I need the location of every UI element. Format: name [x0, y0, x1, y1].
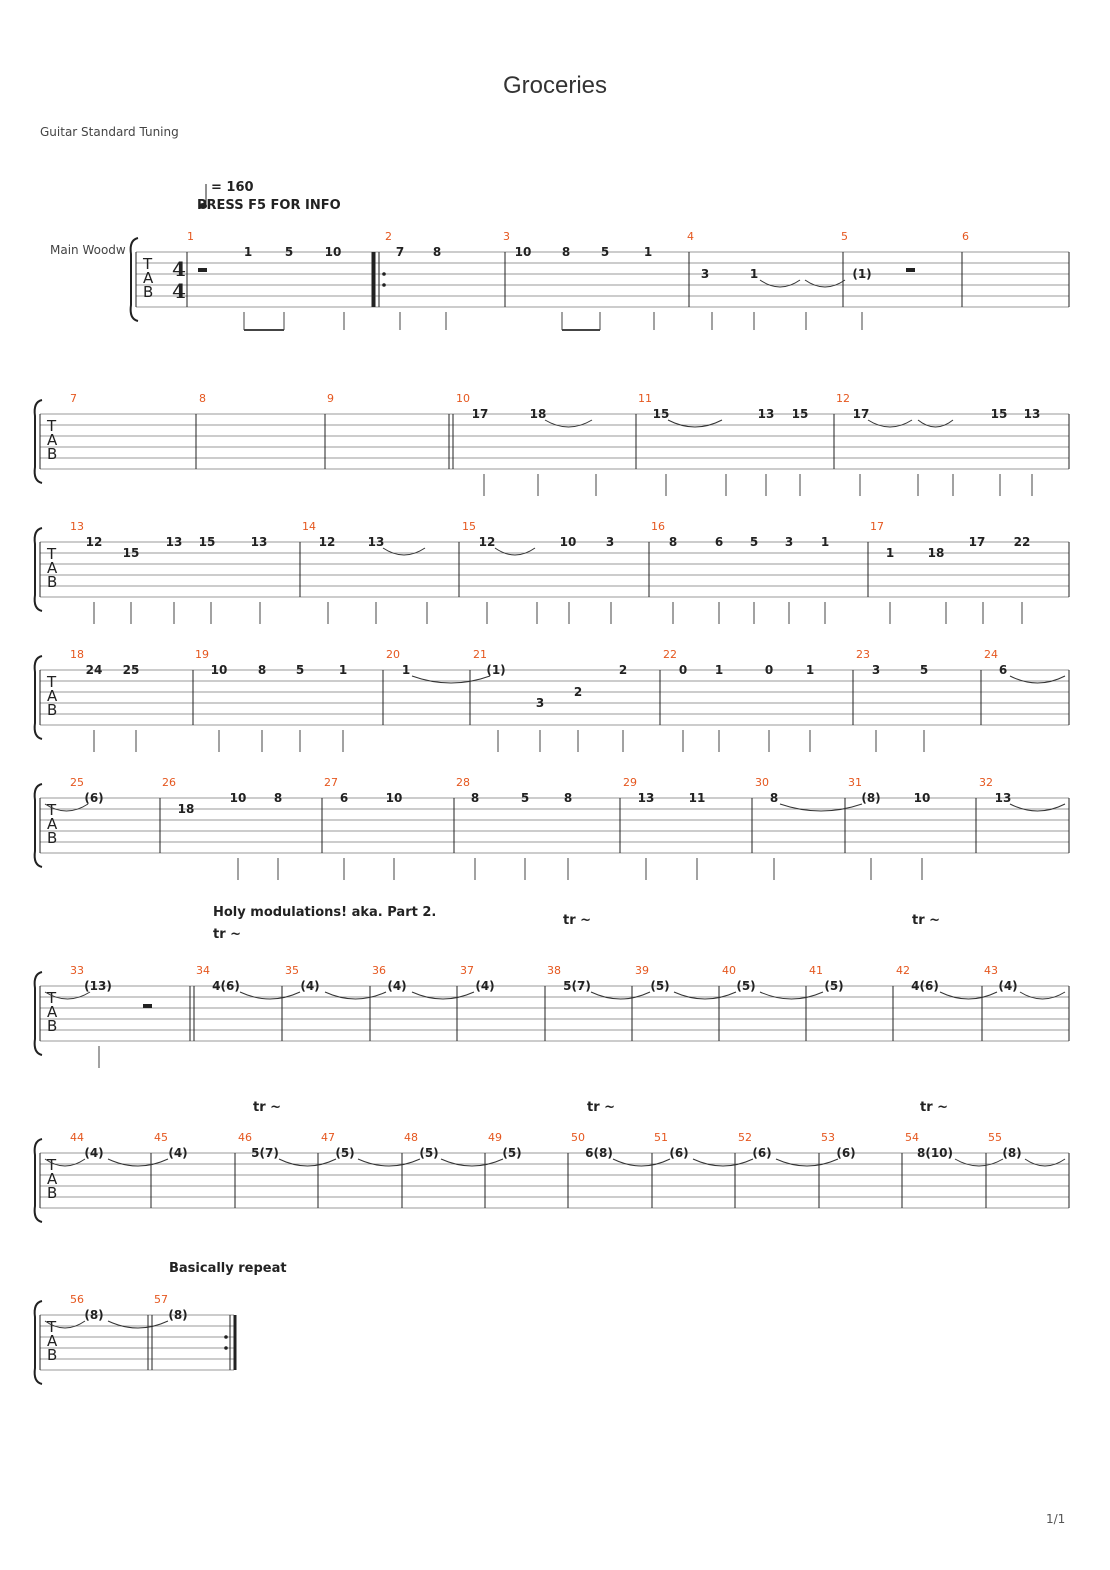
fret-number: 3 — [700, 267, 710, 281]
fret-number: 10 — [324, 245, 342, 259]
measure-number: 8 — [199, 392, 206, 405]
measure-number: 52 — [738, 1131, 752, 1144]
tie-arc — [1025, 1159, 1065, 1166]
tie-arc — [412, 676, 490, 683]
fret-number: (5) — [502, 1146, 522, 1160]
fret-number: (4) — [168, 1146, 188, 1160]
measure-number: 18 — [70, 648, 84, 661]
tie-arc — [495, 548, 535, 555]
measure-number: 27 — [324, 776, 338, 789]
fret-number: (6) — [752, 1146, 772, 1160]
tab-clef-letter: B — [47, 445, 58, 463]
fret-number: (4) — [84, 1146, 104, 1160]
measure-number: 19 — [195, 648, 209, 661]
fret-number: 11 — [688, 791, 706, 805]
measure-number: 28 — [456, 776, 470, 789]
fret-number: 10 — [229, 791, 247, 805]
measure-number: 15 — [462, 520, 476, 533]
fret-number: 10 — [559, 535, 577, 549]
measure-number: 53 — [821, 1131, 835, 1144]
fret-number: 5 — [749, 535, 759, 549]
fret-number: (8) — [1002, 1146, 1022, 1160]
track-name: Main Woodw — [50, 243, 126, 257]
fret-number: 8 — [273, 791, 283, 805]
fret-number: 15 — [652, 407, 670, 421]
measure-number: 22 — [663, 648, 677, 661]
tuning-label: Guitar Standard Tuning — [40, 125, 179, 139]
tie-arc — [613, 1159, 670, 1166]
measure-number: 48 — [404, 1131, 418, 1144]
fret-number: 18 — [927, 546, 945, 560]
tie-arc — [760, 280, 800, 287]
fret-number: 15 — [791, 407, 809, 421]
measure-number: 41 — [809, 964, 823, 977]
measure-number: 30 — [755, 776, 769, 789]
fret-number: (1) — [852, 267, 872, 281]
measure-number: 54 — [905, 1131, 919, 1144]
fret-number: (13) — [84, 979, 112, 993]
measure-number: 56 — [70, 1293, 84, 1306]
tie-arc — [325, 992, 386, 999]
fret-number: 2 — [618, 663, 628, 677]
fret-number: 5 — [520, 791, 530, 805]
time-signature-bottom: 4 — [172, 279, 186, 303]
tie-arc — [780, 804, 862, 811]
fret-number: 5 — [295, 663, 305, 677]
fret-number: 12 — [318, 535, 336, 549]
fret-number: (1) — [486, 663, 506, 677]
tab-clef-letter: A — [47, 1003, 58, 1021]
measure-number: 44 — [70, 1131, 84, 1144]
fret-number: (5) — [650, 979, 670, 993]
fret-number: 4(6) — [911, 979, 939, 993]
tab-clef-letter: A — [47, 431, 58, 449]
measure-number: 43 — [984, 964, 998, 977]
measure-number: 24 — [984, 648, 998, 661]
measure-number: 50 — [571, 1131, 585, 1144]
fret-number: (4) — [387, 979, 407, 993]
fret-number: 0 — [764, 663, 774, 677]
tie-arc — [693, 1159, 753, 1166]
measure-number: 25 — [70, 776, 84, 789]
fret-number: (8) — [861, 791, 881, 805]
tab-clef-letter: B — [47, 1184, 58, 1202]
fret-number: 25 — [122, 663, 140, 677]
measure-number: 55 — [988, 1131, 1002, 1144]
measure-number: 23 — [856, 648, 870, 661]
time-signature-top: 4 — [172, 257, 186, 281]
measure-number: 9 — [327, 392, 334, 405]
trill-wave-icon: ~ — [929, 913, 941, 928]
tie-arc — [240, 992, 300, 999]
tab-clef-letter: B — [47, 701, 58, 719]
fret-number: 13 — [250, 535, 268, 549]
trill-label: tr — [912, 913, 925, 928]
fret-number: 12 — [85, 535, 103, 549]
tab-clef-letter: A — [47, 815, 58, 833]
fret-number: 15 — [198, 535, 216, 549]
fret-number: (5) — [335, 1146, 355, 1160]
measure-number: 37 — [460, 964, 474, 977]
tie-arc — [668, 420, 722, 427]
measure-number: 33 — [70, 964, 84, 977]
system-bracket — [35, 528, 42, 611]
measure-number: 46 — [238, 1131, 252, 1144]
trill-wave-icon: ~ — [604, 1100, 616, 1115]
fret-number: 6 — [998, 663, 1008, 677]
annotation-repeat: Basically repeat — [169, 1261, 287, 1276]
trill-wave-icon: ~ — [580, 913, 592, 928]
tab-clef-letter: T — [47, 545, 57, 563]
system-bracket — [35, 656, 42, 739]
tempo-marking: = 160 — [211, 180, 254, 195]
fret-number: 13 — [165, 535, 183, 549]
measure-number: 47 — [321, 1131, 335, 1144]
song-title: Groceries — [502, 72, 608, 99]
half-rest — [143, 1004, 152, 1008]
fret-number: 1 — [805, 663, 815, 677]
fret-number: 2 — [573, 685, 583, 699]
fret-number: 5 — [600, 245, 610, 259]
fret-number: 3 — [871, 663, 881, 677]
measure-number: 2 — [385, 230, 392, 243]
fret-number: 24 — [85, 663, 103, 677]
tab-clef-letter: T — [47, 801, 57, 819]
tie-arc — [776, 1159, 838, 1166]
system-bracket — [35, 1139, 42, 1222]
fret-number: (4) — [998, 979, 1018, 993]
measure-number: 3 — [503, 230, 510, 243]
tab-clef-letter: T — [47, 1318, 57, 1336]
fret-number: 6 — [714, 535, 724, 549]
trill-wave-icon: ~ — [270, 1100, 282, 1115]
fret-number: 8 — [668, 535, 678, 549]
fret-number: 1 — [401, 663, 411, 677]
fret-number: 13 — [1023, 407, 1041, 421]
annotation-part2: Holy modulations! aka. Part 2. — [213, 905, 437, 920]
fret-number: 15 — [990, 407, 1008, 421]
fret-number: 3 — [784, 535, 794, 549]
measure-number: 57 — [154, 1293, 168, 1306]
half-rest — [906, 268, 915, 272]
tab-clef-letter: A — [47, 1170, 58, 1188]
fret-number: 8 — [257, 663, 267, 677]
fret-number: 5 — [919, 663, 929, 677]
measure-number: 26 — [162, 776, 176, 789]
tie-arc — [441, 1159, 503, 1166]
trill-wave-icon: ~ — [937, 1100, 949, 1115]
fret-number: (6) — [669, 1146, 689, 1160]
fret-number: 10 — [514, 245, 532, 259]
fret-number: 10 — [210, 663, 228, 677]
fret-number: 18 — [177, 802, 195, 816]
fret-number: 1 — [643, 245, 653, 259]
measure-number: 5 — [841, 230, 848, 243]
measure-number: 20 — [386, 648, 400, 661]
tie-arc — [545, 420, 592, 427]
trill-label: tr — [563, 913, 576, 928]
fret-number: 22 — [1013, 535, 1031, 549]
tie-arc — [108, 1321, 168, 1328]
fret-number: 1 — [714, 663, 724, 677]
fret-number: 17 — [968, 535, 986, 549]
measure-number: 29 — [623, 776, 637, 789]
tab-clef-letter: T — [143, 255, 153, 273]
tie-arc — [760, 992, 823, 999]
measure-number: 16 — [651, 520, 665, 533]
fret-number: 5(7) — [563, 979, 591, 993]
fret-number: 8 — [563, 791, 573, 805]
tie-arc — [1020, 992, 1065, 999]
fret-number: 17 — [852, 407, 870, 421]
fret-number: 3 — [605, 535, 615, 549]
tie-arc — [940, 992, 997, 999]
tie-arc — [279, 1159, 336, 1166]
measure-number: 10 — [456, 392, 470, 405]
trill-label: tr — [587, 1100, 600, 1115]
measure-number: 1 — [187, 230, 194, 243]
fret-number: 13 — [637, 791, 655, 805]
fret-number: (5) — [419, 1146, 439, 1160]
fret-number: 6(8) — [585, 1146, 613, 1160]
fret-number: 17 — [471, 407, 489, 421]
measure-number: 4 — [687, 230, 694, 243]
measure-number: 51 — [654, 1131, 668, 1144]
fret-number: 8(10) — [916, 1146, 954, 1160]
fret-number: 10 — [913, 791, 931, 805]
repeat-dot — [224, 1346, 228, 1350]
page-number: 1/1 — [1046, 1512, 1066, 1526]
system-bracket — [131, 238, 138, 321]
tie-arc — [412, 992, 474, 999]
tie-arc — [108, 1159, 168, 1166]
measure-number: 35 — [285, 964, 299, 977]
tab-clef-letter: B — [47, 1346, 58, 1364]
fret-number: 8 — [561, 245, 571, 259]
tie-arc — [591, 992, 650, 999]
fret-number: 1 — [885, 546, 895, 560]
tie-arc — [955, 1159, 1003, 1166]
tie-arc — [674, 992, 736, 999]
measure-number: 21 — [473, 648, 487, 661]
system-bracket — [35, 400, 42, 483]
repeat-dot — [382, 283, 386, 287]
measure-number: 31 — [848, 776, 862, 789]
measure-number: 12 — [836, 392, 850, 405]
measure-number: 40 — [722, 964, 736, 977]
measure-number: 42 — [896, 964, 910, 977]
tab-clef-letter: A — [47, 1332, 58, 1350]
fret-number: 13 — [994, 791, 1012, 805]
fret-number: (4) — [300, 979, 320, 993]
tie-arc — [1010, 804, 1065, 811]
trill-label: tr — [213, 927, 226, 942]
tie-arc — [868, 420, 912, 427]
tab-clef-letter: A — [47, 687, 58, 705]
measure-number: 14 — [302, 520, 316, 533]
fret-number: 5 — [284, 245, 294, 259]
measure-number: 11 — [638, 392, 652, 405]
fret-number: 6 — [339, 791, 349, 805]
trill-wave-icon: ~ — [230, 927, 242, 942]
system-bracket — [35, 784, 42, 867]
fret-number: 1 — [749, 267, 759, 281]
fret-number: 12 — [478, 535, 496, 549]
tab-clef-letter: T — [47, 673, 57, 691]
fret-number: (6) — [836, 1146, 856, 1160]
tab-clef-letter: A — [47, 559, 58, 577]
fret-number: (5) — [736, 979, 756, 993]
tie-arc — [383, 548, 425, 555]
measure-number: 45 — [154, 1131, 168, 1144]
measure-number: 38 — [547, 964, 561, 977]
fret-number: 5(7) — [251, 1146, 279, 1160]
tab-clef-letter: T — [47, 989, 57, 1007]
measure-number: 49 — [488, 1131, 502, 1144]
repeat-dot — [382, 272, 386, 276]
info-text: PRESS F5 FOR INFO — [197, 198, 341, 213]
fret-number: 13 — [757, 407, 775, 421]
trill-label: tr — [920, 1100, 933, 1115]
measure-number: 34 — [196, 964, 210, 977]
system-bracket — [35, 1301, 42, 1384]
repeat-dot — [224, 1335, 228, 1339]
half-rest — [198, 268, 207, 272]
fret-number: 4(6) — [212, 979, 240, 993]
measure-number: 13 — [70, 520, 84, 533]
fret-number: (6) — [84, 791, 104, 805]
trill-label: tr — [253, 1100, 266, 1115]
measure-number: 7 — [70, 392, 77, 405]
tie-arc — [805, 280, 845, 287]
tab-clef-letter: B — [143, 283, 154, 301]
measure-number: 36 — [372, 964, 386, 977]
tie-arc — [358, 1159, 420, 1166]
fret-number: 1 — [338, 663, 348, 677]
fret-number: 7 — [395, 245, 405, 259]
fret-number: 0 — [678, 663, 688, 677]
tab-clef-letter: T — [47, 1156, 57, 1174]
tab-clef-letter: B — [47, 829, 58, 847]
fret-number: (8) — [84, 1308, 104, 1322]
system-bracket — [35, 972, 42, 1055]
measure-number: 6 — [962, 230, 969, 243]
fret-number: (5) — [824, 979, 844, 993]
fret-number: 18 — [529, 407, 547, 421]
fret-number: 3 — [535, 696, 545, 710]
measure-number: 17 — [870, 520, 884, 533]
fret-number: 15 — [122, 546, 140, 560]
fret-number: 1 — [820, 535, 830, 549]
tab-clef-letter: A — [143, 269, 154, 287]
tab-clef-letter: B — [47, 573, 58, 591]
measure-number: 39 — [635, 964, 649, 977]
fret-number: 10 — [385, 791, 403, 805]
fret-number: 8 — [769, 791, 779, 805]
fret-number: (8) — [168, 1308, 188, 1322]
fret-number: 1 — [243, 245, 253, 259]
tie-arc — [918, 420, 953, 427]
measure-number: 32 — [979, 776, 993, 789]
fret-number: 13 — [367, 535, 385, 549]
tab-clef-letter: T — [47, 417, 57, 435]
fret-number: (4) — [475, 979, 495, 993]
fret-number: 8 — [470, 791, 480, 805]
tie-arc — [1010, 676, 1065, 683]
tab-clef-letter: B — [47, 1017, 58, 1035]
fret-number: 8 — [432, 245, 442, 259]
